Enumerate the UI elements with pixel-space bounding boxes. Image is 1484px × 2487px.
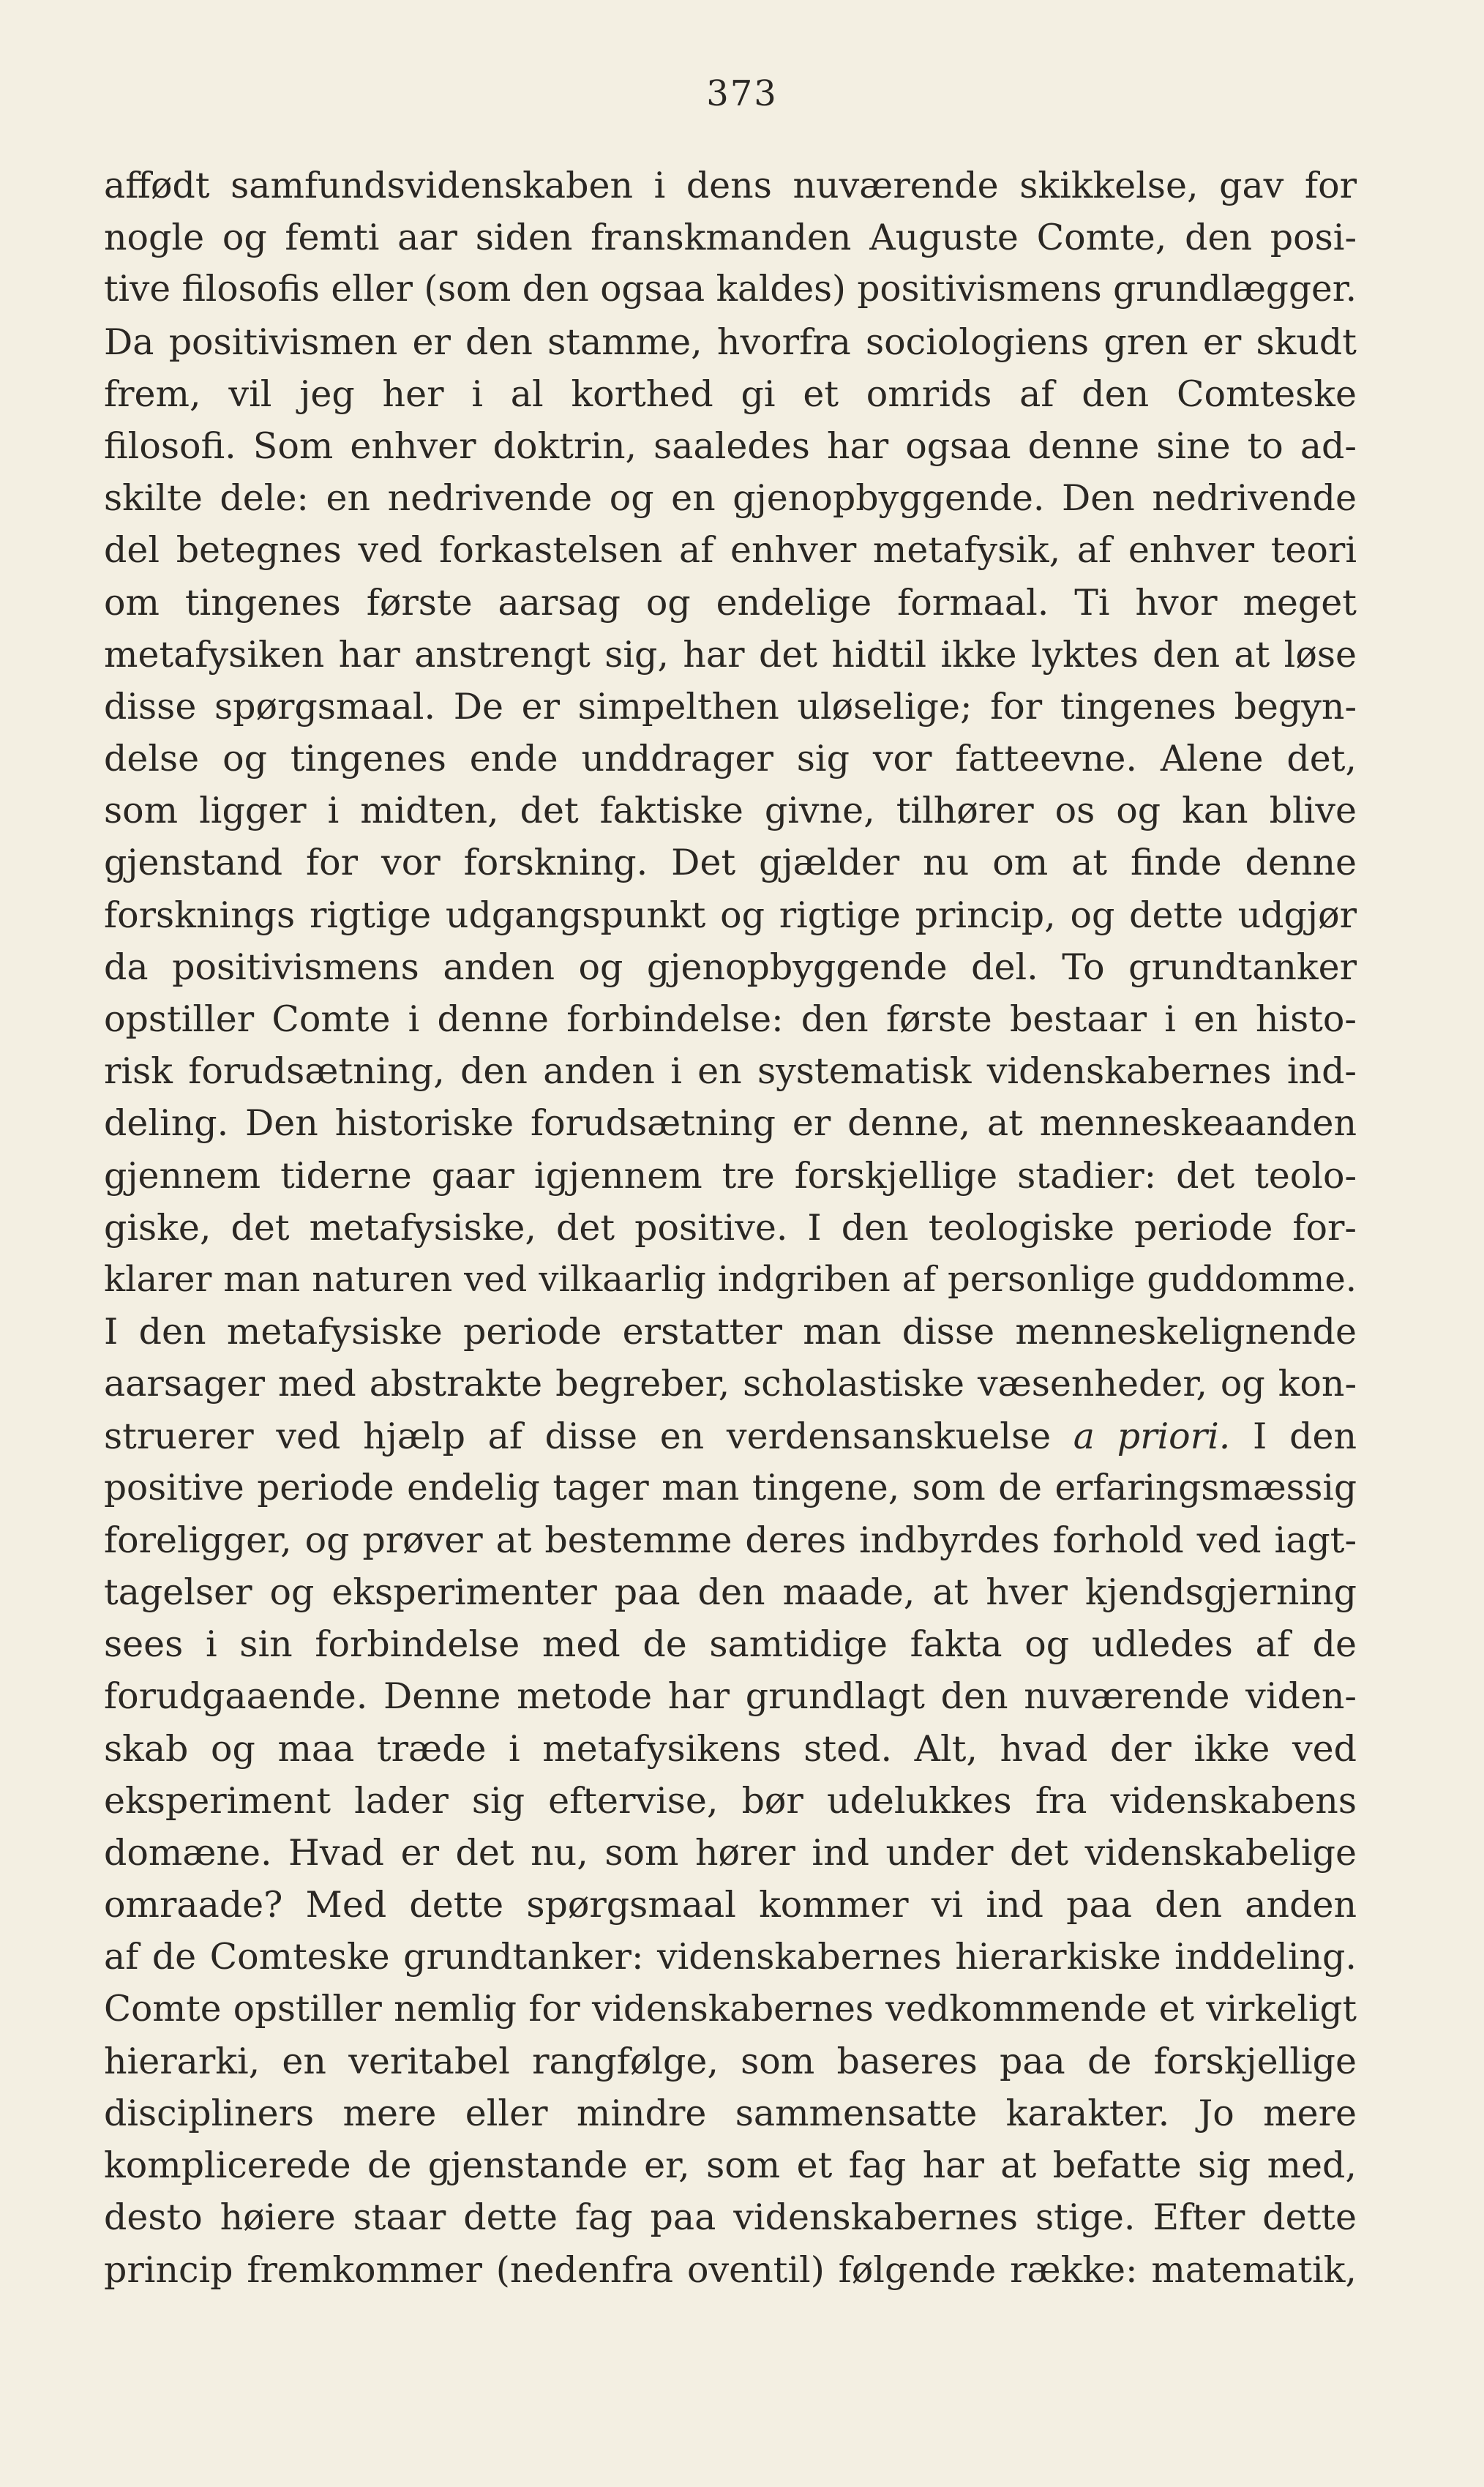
text-line: tive filosofis eller (som den ogsaa kaldes) positivismens grundlægger. (104, 269, 1357, 310)
text-line: deling. Den historiske forudsætning er denne, at menneskeaanden (104, 1102, 1357, 1145)
text-line: Da positivismen er den stamme, hvorfra sociologiens gren er skudt (104, 321, 1357, 363)
text-line: positive periode endelig tager man tingene, som de erfaringsmæssig (104, 1467, 1357, 1508)
text-line: frem, vil jeg her i al korthed gi et omrids af den Comteske (104, 373, 1357, 415)
text-line: risk forudsætning, den anden i en systematisk videnskabernes ind- (104, 1050, 1357, 1093)
text-line: discipliners mere eller mindre sammensatte karakter. Jo mere (104, 2092, 1357, 2134)
text-line: omraade? Med dette spørgsmaal kommer vi ind paa den anden (104, 1884, 1357, 1926)
text-line: I den metafysiske periode erstatter man disse menneskelignende (104, 1311, 1357, 1353)
text-line: disse spørgsmaal. De er simpelthen uløselige; for tingenes begyn- (104, 685, 1357, 728)
text-line: giske, det metafysiske, det positive. I den teologiske periode for- (104, 1206, 1357, 1249)
text-line: forsknings rigtige udgangspunkt og rigtige princip, og dette udgjør (104, 894, 1357, 936)
text-line-with-italic (104, 1410, 1357, 1462)
text-line: komplicerede de gjenstande er, som et fag har at befatte sig med, (104, 2144, 1357, 2187)
text-line: princip fremkommer (nedenfra oventil) følgende række: matematik, (104, 2248, 1357, 2291)
text-line: om tingenes første aarsag og endelige formaal. Ti hvor meget (104, 581, 1357, 624)
text-line: sees i sin forbindelse med de samtidige fakta og udledes af de (104, 1623, 1357, 1666)
text-line: del betegnes ved forkastelsen af enhver metafysik, af enhver teori (104, 529, 1357, 572)
text-line: filosofi. Som enhver doktrin, saaledes har ogsaa denne sine to ad- (104, 425, 1357, 467)
text-line: skilte dele: en nedrivende og en gjenopbyggende. Den nedrivende (104, 477, 1357, 520)
text-line: gjenstand for vor forskning. Det gjælder nu om at finde denne (104, 842, 1357, 884)
text-line: eksperiment lader sig eftervise, bør udelukkes fra videnskabens (104, 1779, 1357, 1822)
text-line: da positivismens anden og gjenopbyggende del. To grundtanker (104, 946, 1357, 988)
text-segment: I den (1253, 1415, 1357, 1457)
text-line: aarsager med abstrakte begreber, scholastiske væsenheder, og kon- (104, 1363, 1357, 1405)
text-line: delse og tingenes ende unddrager sig vor fatteevne. Alene det, (104, 738, 1357, 780)
text-line: hierarki, en veritabel rangfølge, som baseres paa de forskjellige (104, 2040, 1357, 2082)
text-line: foreligger, og prøver at bestemme deres indbyrdes forhold ved iagt- (104, 1519, 1357, 1561)
text-line: forudgaaende. Denne metode har grundlagt den nuværende viden- (104, 1675, 1357, 1718)
text-line: opstiller Comte i denne forbindelse: den første bestaar i en histo- (104, 998, 1357, 1040)
body-text (104, 160, 1357, 2296)
text-line: klarer man naturen ved vilkaarlig indgriben af personlige guddomme. (104, 1258, 1357, 1300)
text-line: Comte opstiller nemlig for videnskabernes vedkommende et virkeligt (104, 1988, 1357, 2030)
text-line: tagelser og eksperimenter paa den maade, at hver kjendsgjerning (104, 1571, 1357, 1614)
text-line: som ligger i midten, det faktiske givne, tilhører os og kan blive (104, 790, 1357, 832)
text-line: affødt samfundsvidenskaben i dens nuværende skikkelse, gav for (104, 165, 1357, 206)
page-number: 373 (706, 73, 778, 114)
text-line: gjennem tiderne gaar igjennem tre forskjellige stadier: det teolo- (104, 1154, 1357, 1197)
text-line: metafysiken har anstrengt sig, har det hidtil ikke lyktes den at løse (104, 633, 1357, 676)
text-line: skab og maa træde i metafysikens sted. Alt, hvad der ikke ved (104, 1727, 1357, 1770)
text-segment: struerer ved hjælp af disse en verdensanskuelse (104, 1415, 1052, 1457)
italic-phrase: a priori. (1073, 1415, 1231, 1457)
text-line: desto høiere staar dette fag paa videnskabernes stige. Efter dette (104, 2196, 1357, 2239)
text-line: af de Comteske grundtanker: videnskabernes hierarkiske inddeling. (104, 1936, 1357, 1978)
text-line: domæne. Hvad er det nu, som hører ind under det videnskabelige (104, 1832, 1357, 1874)
text-line: nogle og femti aar siden franskmanden Auguste Comte, den posi- (104, 217, 1357, 259)
